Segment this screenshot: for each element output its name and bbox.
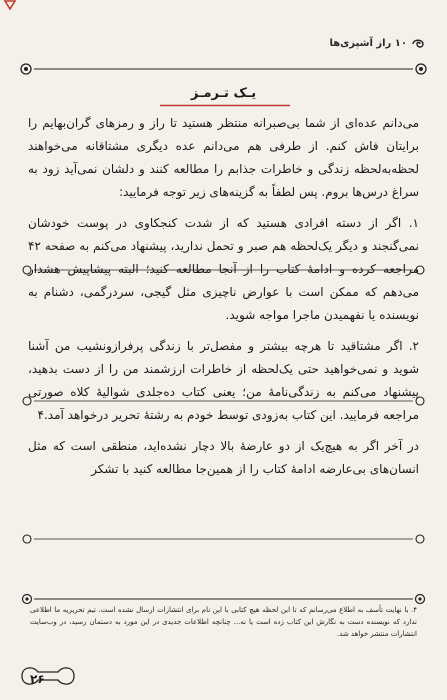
book-title: ۱۰ راز آشپزی‌ها: [329, 38, 407, 49]
paragraph-option-2: ۲. اگر مشتاقید تا هرچه بیشتر و مفصل‌تر با زندگی پرفرازونشیب من آشنا شوید و نمی‌خواهید حتی یک‌لحظه از خاطرات ارزشمند من را از دست بدهید، پیشنهاد می‌کنم به زندگی‌نامهٔ من؛ یعنی کتاب ده‌جلدی شوالیهٔ کلاه صورتی مراجعه فرمایید. این کتاب به‌زودی توسط خودم به رشتهٔ تحریر درخواهد آمد.۴: [28, 339, 419, 422]
swirl-icon: [411, 37, 425, 51]
ornamental-rule: [18, 60, 429, 78]
paragraph-divider: [20, 394, 427, 408]
body-text: [28, 112, 419, 489]
running-header: [22, 36, 425, 54]
footnote: ۴. با نهایت تأسف به اطلاع می‌رسانم که تا این لحظه هیچ کتابی با این نام برای انتشارات ارسال نشده است. تیم تحریریه ما اطلاعی ندارد که نویسنده دست به نگارش این کتاب زده است یا نه... چنانچه اطلاعات جدیدی در این مورد به دستمان رسید، در وب‌سایت انتشارات منتشر خواهد شد.: [30, 606, 417, 638]
page-number: ۲۶: [30, 672, 45, 686]
paragraph-divider: [20, 263, 427, 277]
paragraph-intro: می‌دانم عده‌ای از شما بی‌صبرانه منتظر هستید تا راز و رمزهای گران‌بهایم را برایتان فاش کنم. از طرفی هم می‌دانم عده دیگری مشتاقانه می‌خواهند لحظه‌به‌لحظه زندگی و خاطرات جذابم را مطالعه کنند و دلشان نمی‌آید زود به سراغ درس‌ها بروم. پس لطفاً به گزینه‌های زیر توجه فرمایید:: [28, 116, 419, 199]
section-title: یـک تـرمـز: [190, 86, 257, 101]
corner-triangle-icon: [4, 0, 16, 10]
page-number-ornament: [18, 662, 78, 690]
paragraph-option-1: ۱. اگر از دسته افرادی هستید که از شدت کنجکاوی در پوست خودشان نمی‌گنجند و دیگر یک‌لحظه هم صبر و تحمل ندارید، پیشنهاد می‌کنم به صفحه ۴۲ مراجعه کرده و ادامهٔ کتاب را از آنجا مطالعه کنید؛ البته پیشاپیش هشدار می‌دهم که ممکن است با عوارض ناچیزی مثل گیجی، سردرگمی، دشنام به نویسنده یا نفهمیدن ماجرا مواجه شوید.: [28, 216, 419, 322]
paragraph-divider: [20, 532, 427, 546]
paragraph-conclusion: در آخر اگر به هیچ‌یک از دو عارضهٔ بالا دچار نشده‌اید، منطقی است که مثل انسان‌های بی‌عارضه ادامهٔ کتاب را از همین‌جا مطالعه کنید با تشکر: [28, 439, 419, 476]
title-underline: [160, 104, 290, 107]
